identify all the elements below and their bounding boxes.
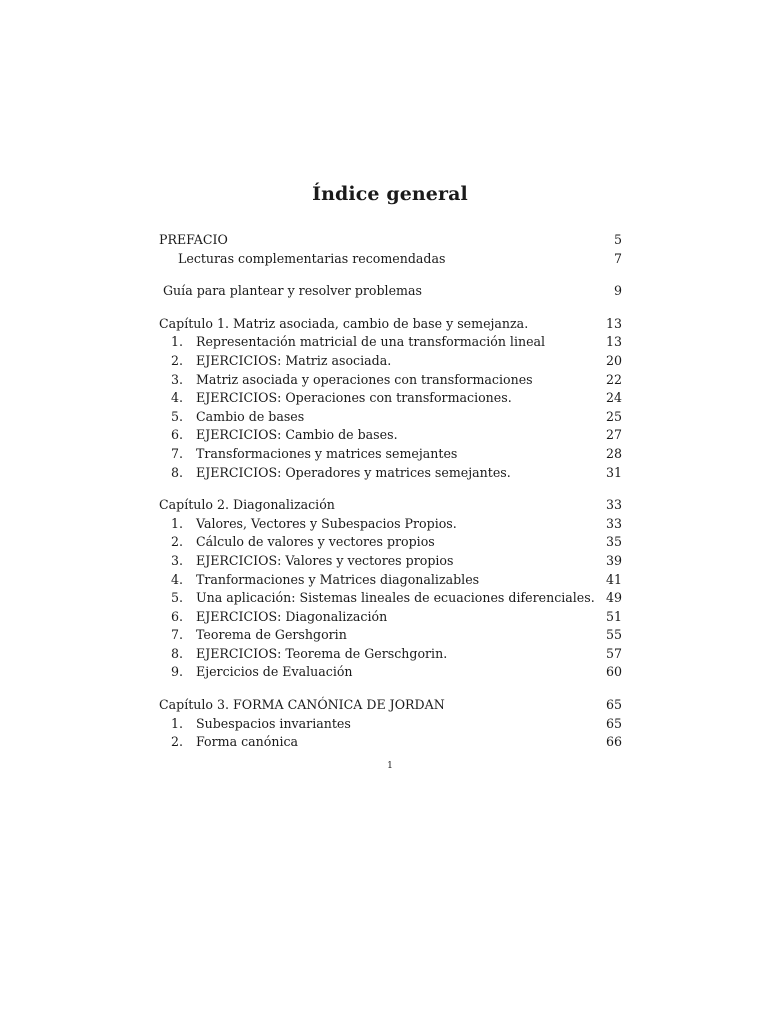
toc-page-number: 27 — [605, 427, 622, 443]
toc-page-number: 24 — [605, 390, 622, 406]
toc-section-number: 4. — [170, 571, 183, 587]
toc-section-entry[interactable] — [159, 626, 622, 645]
toc-section-entry[interactable] — [159, 552, 622, 571]
toc-page-number: 28 — [605, 445, 622, 461]
toc-section-label: Una aplicación: Sistemas lineales de ecuaciones diferenciales. — [196, 590, 595, 606]
toc-entry-guide[interactable] — [159, 282, 622, 301]
table-of-contents — [159, 231, 622, 752]
toc-page-number: 66 — [605, 734, 622, 750]
toc-section-number: 1. — [170, 334, 183, 350]
toc-page-number: 41 — [605, 571, 622, 587]
toc-section-number: 2. — [170, 534, 183, 550]
toc-page-number: 49 — [605, 590, 622, 606]
toc-section-entry[interactable] — [159, 389, 622, 408]
page-number-footer: 1 — [387, 761, 393, 771]
toc-section-number: 1. — [170, 715, 183, 731]
toc-page-number: 60 — [605, 664, 622, 680]
toc-page-number: 33 — [605, 497, 622, 513]
toc-page-number: 65 — [605, 697, 622, 713]
toc-section-entry[interactable] — [159, 608, 622, 627]
toc-section-number: 6. — [170, 608, 183, 624]
toc-page-number: 25 — [605, 408, 622, 424]
toc-section-label: Matriz asociada y operaciones con transformaciones — [196, 371, 533, 387]
toc-chapter-label: Capítulo 2. Diagonalización — [159, 497, 335, 513]
toc-section-entry[interactable] — [159, 408, 622, 427]
toc-page-number: 13 — [605, 315, 622, 331]
toc-page-number: 20 — [605, 352, 622, 368]
toc-section-number: 3. — [170, 552, 183, 568]
toc-section-label: EJERCICIOS: Teorema de Gerschgorin. — [196, 645, 448, 661]
toc-page-number: 33 — [605, 515, 622, 531]
toc-entry-label: PREFACIO — [159, 232, 228, 247]
page-title: Índice general — [312, 183, 468, 205]
toc-section-label: Forma canónica — [196, 734, 299, 750]
toc-section-number: 9. — [170, 664, 183, 680]
toc-section-number: 7. — [170, 445, 183, 461]
toc-section-entry[interactable] — [159, 715, 622, 734]
toc-page-number: 7 — [613, 250, 622, 266]
toc-page-number: 13 — [605, 334, 622, 350]
toc-chapter-label: Capítulo 3. FORMA CANÓNICA DE JORDAN — [159, 697, 445, 713]
toc-chapter-3[interactable] — [159, 696, 622, 715]
toc-section-number: 4. — [170, 390, 183, 406]
toc-page-number: 31 — [605, 464, 622, 480]
toc-entry-label: Lecturas complementarias recomendadas — [178, 250, 446, 266]
toc-section-entry[interactable] — [159, 464, 622, 483]
toc-section-number: 8. — [170, 645, 183, 661]
toc-section-number: 2. — [170, 734, 183, 750]
toc-section-entry[interactable] — [159, 515, 622, 534]
toc-section-number: 3. — [170, 371, 183, 387]
toc-entry-label: Guía para plantear y resolver problemas — [163, 283, 422, 299]
toc-section-number: 8. — [170, 464, 183, 480]
toc-page-number: 22 — [605, 371, 622, 387]
toc-section-label: Teorema de Gershgorin — [196, 627, 347, 643]
toc-section-label: Cambio de bases — [196, 408, 305, 424]
toc-entry-preface[interactable] — [159, 231, 622, 250]
toc-section-entry[interactable] — [159, 426, 622, 445]
toc-section-number: 6. — [170, 427, 183, 443]
toc-section-entry[interactable] — [159, 445, 622, 464]
toc-entry-readings[interactable] — [159, 250, 622, 269]
toc-section-label: Ejercicios de Evaluación — [196, 664, 353, 680]
toc-section-label: Subespacios invariantes — [196, 715, 351, 731]
toc-page-number: 5 — [613, 232, 622, 247]
toc-section-entry[interactable] — [159, 733, 622, 752]
toc-page-number: 51 — [605, 608, 622, 624]
toc-section-entry[interactable] — [159, 371, 622, 390]
toc-section-number: 2. — [170, 352, 183, 368]
toc-section-number: 5. — [170, 408, 183, 424]
toc-section-label: EJERCICIOS: Operaciones con transformaciones. — [196, 390, 512, 406]
toc-page-number: 35 — [605, 534, 622, 550]
toc-section-label: Representación matricial de una transformación lineal — [196, 334, 546, 350]
toc-section-entry[interactable] — [159, 663, 622, 682]
toc-page-number: 57 — [605, 645, 622, 661]
toc-section-label: EJERCICIOS: Valores y vectores propios — [196, 552, 454, 568]
toc-page-number: 9 — [613, 283, 622, 299]
toc-section-number: 5. — [170, 590, 183, 606]
toc-section-number: 7. — [170, 627, 183, 643]
toc-section-label: EJERCICIOS: Cambio de bases. — [196, 427, 398, 443]
toc-page-number: 39 — [605, 552, 622, 568]
toc-section-label: Cálculo de valores y vectores propios — [196, 534, 435, 550]
toc-chapter-1[interactable] — [159, 315, 622, 334]
toc-section-label: EJERCICIOS: Operadores y matrices semejantes. — [196, 464, 511, 480]
toc-section-label: Valores, Vectores y Subespacios Propios. — [196, 515, 457, 531]
toc-chapter-label: Capítulo 1. Matriz asociada, cambio de base y semejanza. — [159, 315, 529, 331]
toc-section-label: Tranformaciones y Matrices diagonalizables — [196, 571, 480, 587]
toc-page-number: 65 — [605, 715, 622, 731]
toc-page-number: 55 — [605, 627, 622, 643]
toc-section-entry[interactable] — [159, 352, 622, 371]
toc-section-label: EJERCICIOS: Diagonalización — [196, 608, 388, 624]
toc-section-entry[interactable] — [159, 333, 622, 352]
toc-section-entry[interactable] — [159, 589, 622, 608]
toc-section-entry[interactable] — [159, 533, 622, 552]
toc-section-entry[interactable] — [159, 645, 622, 664]
toc-section-entry[interactable] — [159, 571, 622, 590]
toc-section-number: 1. — [170, 515, 183, 531]
toc-chapter-2[interactable] — [159, 496, 622, 515]
toc-section-label: EJERCICIOS: Matriz asociada. — [196, 352, 392, 368]
toc-section-label: Transformaciones y matrices semejantes — [196, 445, 458, 461]
